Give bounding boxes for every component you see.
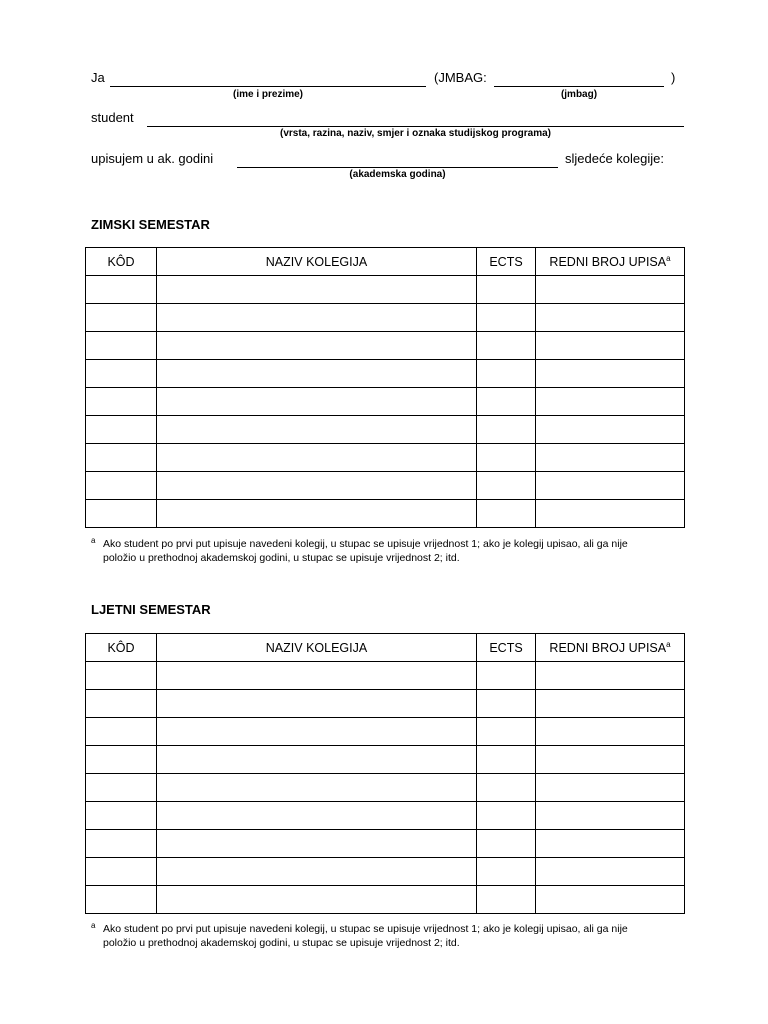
- cell-kod[interactable]: [86, 690, 157, 718]
- summer-title: LJETNI SEMESTAR: [91, 602, 211, 617]
- table-row: [86, 388, 685, 416]
- table-row: [86, 304, 685, 332]
- cell-naziv[interactable]: [157, 500, 477, 528]
- cell-redni[interactable]: [536, 500, 685, 528]
- cell-naziv[interactable]: [157, 360, 477, 388]
- col-redni-label: REDNI BROJ UPISA: [549, 254, 667, 269]
- cell-kod[interactable]: [86, 360, 157, 388]
- footnote-line-1: Ako student po prvi put upisuje navedeni kolegij, u stupac se upisuje vrijednost 1; ako je kolegij upisao, ali ga nije: [103, 923, 628, 935]
- cell-kod[interactable]: [86, 746, 157, 774]
- cell-kod[interactable]: [86, 830, 157, 858]
- table-header-row: [86, 248, 685, 276]
- cell-ects[interactable]: [477, 332, 536, 360]
- table-row: [86, 746, 685, 774]
- cell-ects[interactable]: [477, 746, 536, 774]
- table-row: [86, 858, 685, 886]
- footnote-line-2: položio u prethodnoj akademskoj godini, u stupac se upisuje vrijednost 2; itd.: [103, 552, 460, 564]
- col-kod: KÔD: [86, 248, 157, 276]
- cell-naziv[interactable]: [157, 662, 477, 690]
- cell-naziv[interactable]: [157, 746, 477, 774]
- program-field[interactable]: [147, 110, 684, 127]
- table-row: [86, 662, 685, 690]
- cell-redni[interactable]: [536, 886, 685, 914]
- cell-redni[interactable]: [536, 830, 685, 858]
- cell-naziv[interactable]: [157, 774, 477, 802]
- cell-redni[interactable]: [536, 360, 685, 388]
- table-row: [86, 360, 685, 388]
- year-field[interactable]: [237, 151, 558, 168]
- col-ects: ECTS: [477, 634, 536, 662]
- table-row: [86, 416, 685, 444]
- cell-naziv[interactable]: [157, 444, 477, 472]
- footnote-mark: a: [91, 921, 96, 930]
- cell-ects[interactable]: [477, 360, 536, 388]
- cell-redni[interactable]: [536, 774, 685, 802]
- table-row: [86, 830, 685, 858]
- cell-redni[interactable]: [536, 718, 685, 746]
- cell-redni[interactable]: [536, 472, 685, 500]
- footnote-ref: a: [666, 639, 671, 649]
- col-redni: [536, 248, 685, 276]
- table-row: [86, 472, 685, 500]
- student-label: student: [91, 110, 134, 125]
- winter-title: ZIMSKI SEMESTAR: [91, 217, 210, 232]
- col-kod: KÔD: [86, 634, 157, 662]
- cell-kod[interactable]: [86, 332, 157, 360]
- cell-redni[interactable]: [536, 416, 685, 444]
- cell-naziv[interactable]: [157, 304, 477, 332]
- cell-kod[interactable]: [86, 886, 157, 914]
- cell-naziv[interactable]: [157, 690, 477, 718]
- cell-ects[interactable]: [477, 802, 536, 830]
- cell-kod[interactable]: [86, 388, 157, 416]
- cell-ects[interactable]: [477, 830, 536, 858]
- cell-redni[interactable]: [536, 304, 685, 332]
- name-hint: (ime i prezime): [232, 89, 304, 100]
- cell-ects[interactable]: [477, 472, 536, 500]
- cell-naziv[interactable]: [157, 858, 477, 886]
- cell-naziv[interactable]: [157, 802, 477, 830]
- cell-kod[interactable]: [86, 304, 157, 332]
- table-row: [86, 802, 685, 830]
- cell-redni[interactable]: [536, 276, 685, 304]
- cell-kod[interactable]: [86, 662, 157, 690]
- table-row: [86, 718, 685, 746]
- cell-ects[interactable]: [477, 500, 536, 528]
- cell-ects[interactable]: [477, 416, 536, 444]
- col-naziv: NAZIV KOLEGIJA: [157, 248, 477, 276]
- cell-naziv[interactable]: [157, 472, 477, 500]
- cell-redni[interactable]: [536, 388, 685, 416]
- cell-kod[interactable]: [86, 472, 157, 500]
- cell-naziv[interactable]: [157, 276, 477, 304]
- table-header-row: [86, 634, 685, 662]
- col-redni: [536, 634, 685, 662]
- footnote-line-1: Ako student po prvi put upisuje navedeni kolegij, u stupac se upisuje vrijednost 1; ako je kolegij upisao, ali ga nije: [103, 538, 628, 550]
- program-hint: (vrsta, razina, naziv, smjer i oznaka studijskog programa): [279, 128, 551, 139]
- cell-naziv[interactable]: [157, 416, 477, 444]
- table-row: [86, 886, 685, 914]
- cell-kod[interactable]: [86, 276, 157, 304]
- cell-ects[interactable]: [477, 774, 536, 802]
- cell-kod[interactable]: [86, 500, 157, 528]
- cell-naziv[interactable]: [157, 886, 477, 914]
- summer-table: [85, 633, 685, 914]
- footnote-line-2: položio u prethodnoj akademskoj godini, u stupac se upisuje vrijednost 2; itd.: [103, 937, 460, 949]
- name-field[interactable]: [110, 70, 426, 87]
- cell-redni[interactable]: [536, 802, 685, 830]
- cell-ects[interactable]: [477, 690, 536, 718]
- footnote-mark: a: [91, 536, 96, 545]
- cell-kod[interactable]: [86, 416, 157, 444]
- cell-kod[interactable]: [86, 802, 157, 830]
- cell-naziv[interactable]: [157, 830, 477, 858]
- ja-label: Ja: [91, 70, 105, 85]
- cell-redni[interactable]: [536, 444, 685, 472]
- cell-redni[interactable]: [536, 690, 685, 718]
- cell-kod[interactable]: [86, 718, 157, 746]
- summer-footnote: [91, 922, 691, 950]
- cell-naziv[interactable]: [157, 388, 477, 416]
- jmbag-label: (JMBAG:: [434, 70, 487, 85]
- cell-ects[interactable]: [477, 858, 536, 886]
- winter-table: [85, 247, 685, 528]
- table-row: [86, 276, 685, 304]
- cell-ects[interactable]: [477, 276, 536, 304]
- col-ects: ECTS: [477, 248, 536, 276]
- cell-redni[interactable]: [536, 332, 685, 360]
- table-row: [86, 690, 685, 718]
- year-hint: (akademska godina): [349, 169, 446, 180]
- cell-naziv[interactable]: [157, 718, 477, 746]
- footnote-ref: a: [666, 253, 671, 263]
- col-naziv: NAZIV KOLEGIJA: [157, 634, 477, 662]
- cell-redni[interactable]: [536, 858, 685, 886]
- jmbag-field[interactable]: [494, 70, 664, 87]
- cell-kod[interactable]: [86, 774, 157, 802]
- cell-redni[interactable]: [536, 746, 685, 774]
- cell-kod[interactable]: [86, 858, 157, 886]
- cell-ects[interactable]: [477, 662, 536, 690]
- cell-ects[interactable]: [477, 388, 536, 416]
- winter-footnote: [91, 537, 691, 565]
- table-row: [86, 774, 685, 802]
- table-row: [86, 444, 685, 472]
- cell-ects[interactable]: [477, 886, 536, 914]
- cell-ects[interactable]: [477, 304, 536, 332]
- courses-label: sljedeće kolegije:: [565, 151, 665, 166]
- cell-kod[interactable]: [86, 444, 157, 472]
- cell-ects[interactable]: [477, 718, 536, 746]
- cell-redni[interactable]: [536, 662, 685, 690]
- table-row: [86, 332, 685, 360]
- jmbag-close: ): [671, 70, 676, 85]
- jmbag-hint: (jmbag): [560, 89, 598, 100]
- year-label: upisujem u ak. godini: [91, 151, 214, 166]
- col-redni-label: REDNI BROJ UPISA: [549, 640, 667, 655]
- table-row: [86, 500, 685, 528]
- cell-ects[interactable]: [477, 444, 536, 472]
- cell-naziv[interactable]: [157, 332, 477, 360]
